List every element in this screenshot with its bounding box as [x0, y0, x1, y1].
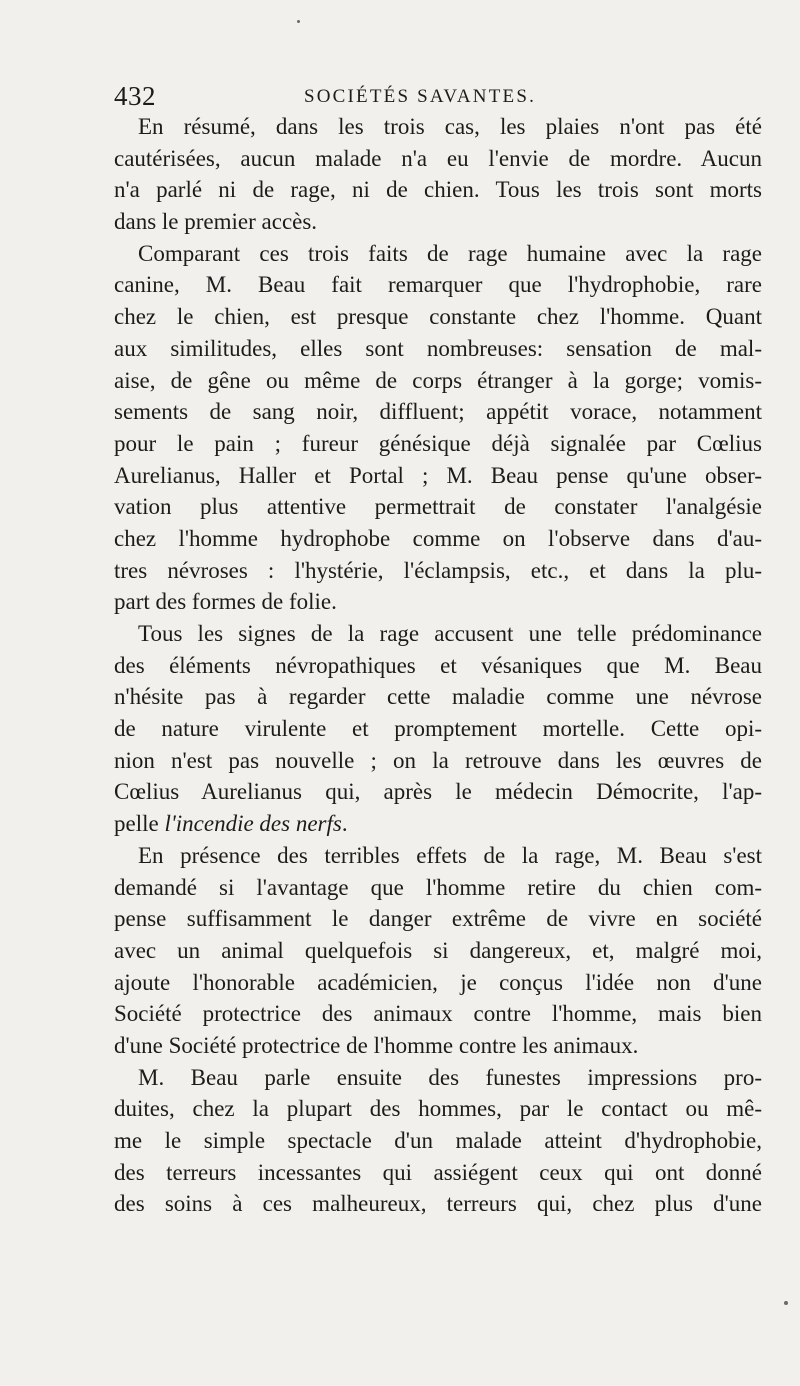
paragraph-1 — [114, 111, 762, 238]
text-line: ajoute l'honorable académicien, je conçus l'idée non d'une — [114, 969, 762, 995]
text-line: M. Beau parle ensuite des funestes impressions pro- — [138, 1064, 762, 1090]
page-number: 432 — [114, 81, 156, 111]
text-line: des éléments névropathiques et vésaniques que M. Beau — [114, 652, 762, 678]
text-line: aux similitudes, elles sont nombreuses: sensation de mal- — [114, 335, 762, 361]
text-line: En résumé, dans les trois cas, les plaies n'ont pas été — [138, 114, 762, 139]
text-line: me le simple spectacle d'un malade atteint d'hydrophobie, — [114, 1128, 762, 1153]
text-line: chez l'homme hydrophobe comme on l'observe dans d'au- — [114, 525, 762, 551]
text-line: Aurelianus, Haller et Portal ; M. Beau pense qu'une obser- — [114, 462, 762, 488]
text-line: Comparant ces trois faits de rage humaine avec la rage — [138, 240, 762, 266]
text-line: des soins à ces malheureux, terreurs qui, chez plus d'une — [114, 1191, 762, 1217]
text-line: des terreurs incessantes qui assiégent ceux qui ont donné — [114, 1159, 762, 1185]
body-text — [114, 111, 762, 1220]
text-line: Cœlius Aurelianus qui, après le médecin Démocrite, l'ap- — [114, 779, 762, 805]
closing-suffix: . — [341, 811, 348, 837]
text-line: canine, M. Beau fait remarquer que l'hydrophobie, rare — [114, 272, 762, 298]
text-line: part des formes de folie. — [114, 589, 337, 615]
paragraph-4 — [114, 840, 762, 1062]
text-line: dans le premier accès. — [114, 209, 318, 235]
text-line: duites, chez la plupart des hommes, par le contact ou mê- — [114, 1096, 762, 1122]
text-line: cautérisées, aucun malade n'a eu l'envie de mordre. Aucun — [114, 145, 762, 171]
text-line: de nature virulente et promptement mortelle. Cette opi- — [114, 716, 762, 742]
text-line: pour le pain ; fureur génésique déjà signalée par Cœlius — [114, 430, 762, 456]
text-line: Tous les signes de la rage accusent une telle prédominance — [138, 621, 762, 646]
text-line: n'hésite pas à regarder cette maladie comme une névrose — [114, 684, 762, 710]
paragraph-2 — [114, 238, 762, 618]
text-line: vation plus attentive permettrait de constater l'analgésie — [114, 494, 762, 520]
ink-speck — [784, 1301, 788, 1305]
text-line: d'une Société protectrice de l'homme contre les animaux. — [114, 1032, 639, 1058]
text-line: demandé si l'avantage que l'homme retire du chien com- — [114, 874, 762, 900]
text-line: sements de sang noir, diffluent; appétit vorace, notamment — [114, 399, 762, 425]
text-line: pense suffisamment le danger extrême de vivre en société — [114, 906, 762, 932]
text-line: avec un animal quelquefois si dangereux, et, malgré moi, — [114, 937, 762, 963]
text-line: n'a parlé ni de rage, ni de chien. Tous les trois sont morts — [114, 177, 762, 203]
text-line: nion n'est pas nouvelle ; on la retrouve dans les œuvres de — [114, 747, 762, 773]
text-line: chez le chien, est presque constante chez l'homme. Quant — [114, 304, 762, 330]
paragraph-5 — [114, 1062, 762, 1220]
italic-phrase: l'incendie des nerfs — [164, 811, 342, 837]
closing-prefix: pelle — [114, 811, 165, 837]
section-title: SOCIÉTÉS SAVANTES. — [303, 86, 537, 107]
text-line: En présence des terribles effets de la rage, M. Beau s'est — [138, 842, 762, 868]
paragraph-3 — [114, 618, 762, 840]
text-line: Société protectrice des animaux contre l'homme, mais bien — [114, 1001, 762, 1027]
ink-speck — [297, 20, 300, 23]
text-line-closing — [114, 808, 762, 840]
text-line: tres névroses : l'hystérie, l'éclampsis, etc., et dans la plu- — [114, 557, 762, 583]
text-line: aise, de gêne ou même de corps étranger à la gorge; vomis- — [114, 367, 762, 393]
